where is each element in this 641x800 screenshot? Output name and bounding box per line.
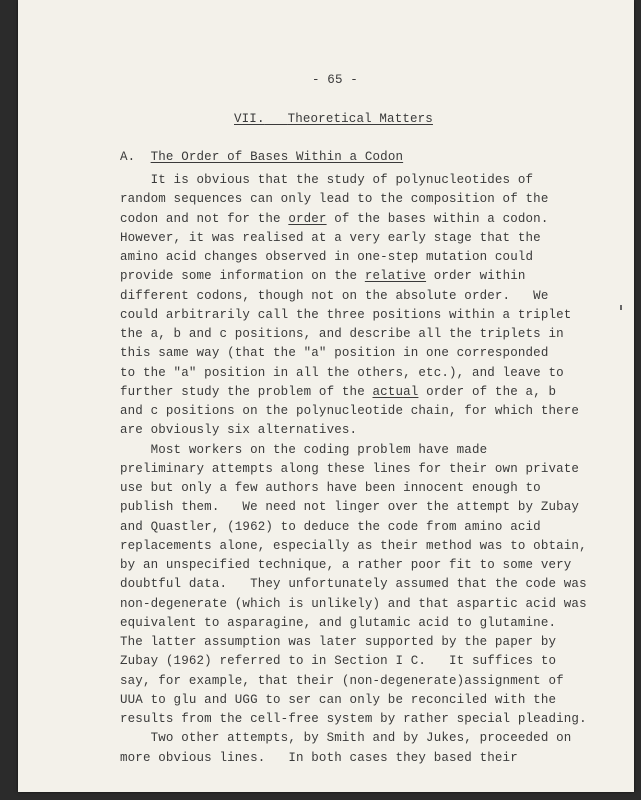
text-line: different codons, though not on the absolute order. We <box>120 288 549 303</box>
paper-sheet <box>18 0 634 792</box>
text-line: this same way (that the "a" position in one corresponded <box>120 346 549 361</box>
section-title-text: Theoretical Matters <box>287 112 433 126</box>
text-line: non-degenerate (which is unlikely) and that aspartic acid was <box>120 596 587 611</box>
underlined-word: actual <box>372 384 419 399</box>
subsection-letter: A. <box>120 150 136 164</box>
text-line: publish them. We need not linger over the attempt by Zubay <box>120 500 580 515</box>
text-line: preliminary attempts along these lines for their own private <box>120 461 580 476</box>
text-line: Two other attempts, by Smith and by Jukes, proceeded on <box>120 731 572 746</box>
text-line: doubtful data. They unfortunately assumed that the code was <box>120 577 587 592</box>
text-line: say, for example, that their (non-degenerate)assignment of <box>120 673 564 688</box>
section-number: VII. <box>234 112 265 126</box>
section-title-underlined <box>234 112 433 126</box>
section-title <box>234 112 433 126</box>
page-number: - 65 - <box>312 73 358 87</box>
text-line: replacements alone, especially as their method was to obtain, <box>120 538 587 553</box>
text-line: further study the problem of the actual order of the a, b <box>120 384 557 399</box>
text-line: amino acid changes observed in one-step mutation could <box>120 250 534 264</box>
subsection-title: The Order of Bases Within a Codon <box>150 150 404 164</box>
text-line: to the "a" position in all the others, etc.), and leave to <box>120 365 564 380</box>
underlined-word: relative <box>364 269 427 284</box>
text-line: use but only a few authors have been innocent enough to <box>120 481 541 495</box>
text-line: Most workers on the coding problem have made <box>120 442 488 457</box>
text-line: the a, b and c positions, and describe all the triplets in <box>120 327 564 341</box>
text-line: The latter assumption was later supported by the paper by <box>120 635 557 649</box>
underlined-word: order <box>288 211 327 226</box>
text-line: However, it was realised at a very early stage that the <box>120 230 541 245</box>
text-line: Zubay (1962) referred to in Section I C. It suffices to <box>120 654 557 669</box>
text-line: are obviously six alternatives. <box>120 423 358 438</box>
text-line: more obvious lines. In both cases they based their <box>120 750 518 765</box>
text-line: random sequences can only lead to the composition of the <box>120 192 549 207</box>
text-line: results from the cell-free system by rather special pleading. <box>120 712 587 726</box>
text-line: by an unspecified technique, a rather poor fit to some very <box>120 558 572 572</box>
text-line: provide some information on the relative order within <box>120 269 526 284</box>
body-text <box>120 171 587 768</box>
text-line: and c positions on the polynucleotide chain, for which there <box>120 404 580 418</box>
margin-mark <box>620 305 622 310</box>
subsection-heading <box>120 150 403 164</box>
text-line: UUA to glu and UGG to ser can only be reconciled with the <box>120 692 557 707</box>
text-line: codon and not for the order of the bases within a codon. <box>120 211 549 226</box>
text-line: could arbitrarily call the three positions within a triplet <box>120 307 572 322</box>
text-line: and Quastler, (1962) to deduce the code from amino acid <box>120 519 541 534</box>
text-line: It is obvious that the study of polynucleotides of <box>120 173 534 187</box>
text-line: equivalent to asparagine, and glutamic acid to glutamine. <box>120 615 557 630</box>
